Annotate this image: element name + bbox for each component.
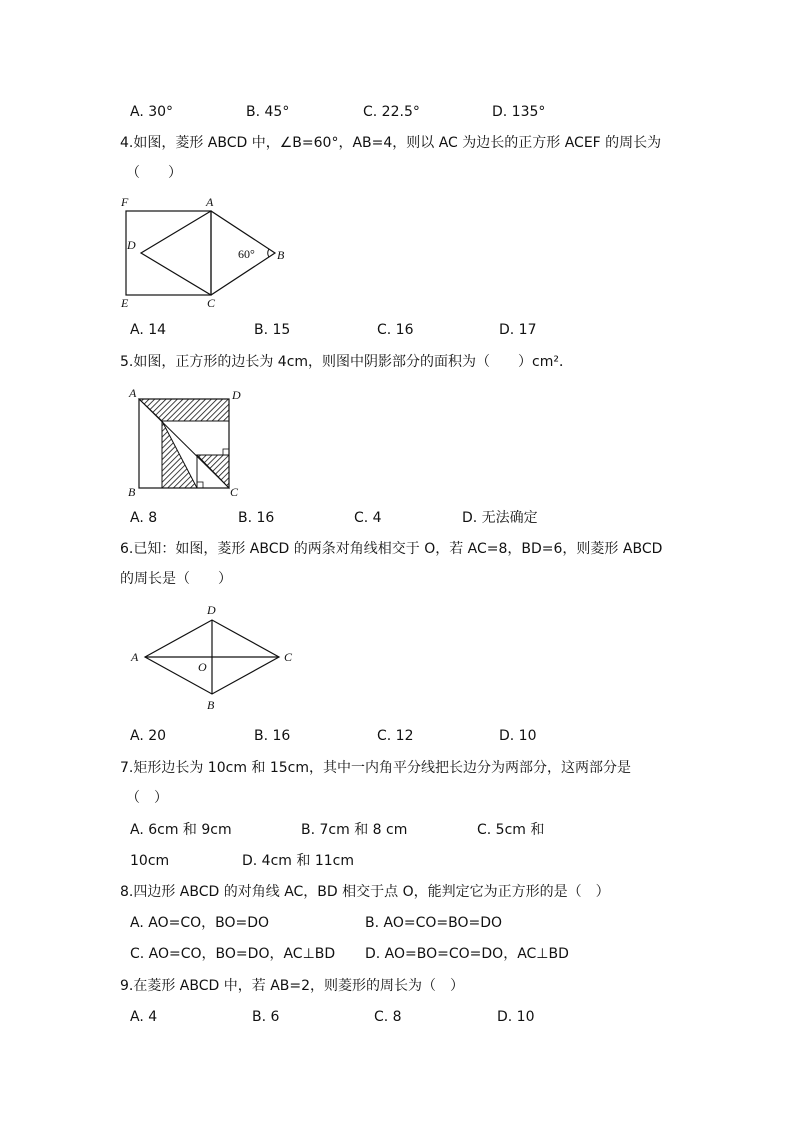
- q8-option-b: B. AO=CO=BO=DO: [365, 915, 503, 931]
- q4-label-c: C: [207, 296, 216, 310]
- q4-label-d: D: [127, 238, 136, 252]
- q3-option-b: B. 45°: [246, 104, 290, 120]
- q4-figure: [118, 192, 298, 312]
- q9-stem: 9.在菱形 ABCD 中，若 AB=2，则菱形的周长为（ ）: [120, 978, 465, 994]
- q7-stem: 7.矩形边长为 10cm 和 15cm，其中一内角平分线把长边分为两部分，这两部分是: [120, 760, 632, 776]
- q6-option-a: A. 20: [130, 728, 167, 744]
- q7-option-a: A. 6cm 和 9cm: [130, 822, 232, 838]
- q7-option-c-continued: 10cm: [130, 853, 170, 869]
- q4-angle-label: 60°: [238, 247, 255, 261]
- q6-label-c: C: [284, 650, 293, 664]
- q5-option-c: C. 4: [354, 510, 382, 526]
- q7-paren: （ ）: [126, 790, 168, 806]
- q4-label-b: B: [277, 248, 285, 262]
- q6-option-b: B. 16: [254, 728, 291, 744]
- q6-stem-line2: 的周长是（ ）: [120, 571, 232, 587]
- q4-label-e: E: [121, 296, 129, 310]
- q4-option-c: C. 16: [377, 322, 414, 338]
- q7-option-d: D. 4cm 和 11cm: [242, 853, 354, 869]
- q8-option-a: A. AO=CO，BO=DO: [130, 915, 270, 931]
- q9-option-c: C. 8: [374, 1009, 402, 1025]
- q6-label-o: O: [198, 660, 207, 674]
- q8-stem: 8.四边形 ABCD 的对角线 AC，BD 相交于点 O，能判定它为正方形的是（ ）: [120, 884, 610, 900]
- q9-option-b: B. 6: [252, 1009, 280, 1025]
- q5-option-b: B. 16: [238, 510, 275, 526]
- q5-option-a: A. 8: [130, 510, 158, 526]
- q5-figure: [124, 384, 254, 500]
- q3-option-d: D. 135°: [492, 104, 546, 120]
- q5-label-d: D: [232, 388, 241, 402]
- q4-option-a: A. 14: [130, 322, 167, 338]
- q6-label-a: A: [131, 650, 139, 664]
- q5-label-c: C: [230, 485, 239, 499]
- q6-option-c: C. 12: [377, 728, 414, 744]
- q8-option-d: D. AO=BO=CO=DO，AC⊥BD: [365, 946, 569, 962]
- q5-label-a: A: [129, 386, 137, 400]
- q4-label-a: A: [206, 195, 214, 209]
- q6-label-b: B: [207, 698, 215, 712]
- q6-stem-line1: 6.已知：如图，菱形 ABCD 的两条对角线相交于 O，若 AC=8，BD=6，则菱形 ABCD: [120, 541, 663, 557]
- q3-option-c: C. 22.5°: [363, 104, 420, 120]
- q3-option-a: A. 30°: [130, 104, 174, 120]
- q4-option-b: B. 15: [254, 322, 291, 338]
- q4-option-d: D. 17: [499, 322, 537, 338]
- q6-figure: [128, 600, 300, 716]
- q9-option-a: A. 4: [130, 1009, 158, 1025]
- q8-option-c: C. AO=CO，BO=DO，AC⊥BD: [130, 946, 336, 962]
- q4-stem: 4.如图，菱形 ABCD 中，∠B=60°，AB=4，则以 AC 为边长的正方形 ACEF 的周长为: [120, 135, 662, 151]
- q4-paren: （ ）: [126, 165, 182, 181]
- q7-option-c: C. 5cm 和: [477, 822, 545, 838]
- q5-stem: 5.如图，正方形的边长为 4cm，则图中阴影部分的面积为（ ）cm²．: [120, 354, 573, 370]
- q5-label-b: B: [128, 485, 136, 499]
- q6-label-d: D: [207, 603, 216, 617]
- q6-option-d: D. 10: [499, 728, 537, 744]
- q7-option-b: B. 7cm 和 8 cm: [301, 822, 408, 838]
- q9-option-d: D. 10: [497, 1009, 535, 1025]
- q5-option-d: D. 无法确定: [462, 510, 538, 526]
- q4-label-f: F: [121, 195, 129, 209]
